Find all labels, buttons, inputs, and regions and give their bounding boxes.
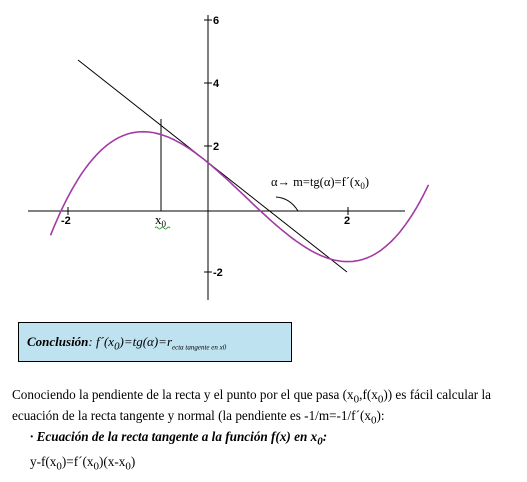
eq-d: ) bbox=[130, 454, 136, 469]
conclusion-box bbox=[18, 322, 292, 362]
para-text-d: ): bbox=[376, 407, 385, 423]
heading-text: · Ecuación de la recta tangente a la función f(x) en x bbox=[30, 429, 318, 444]
heading-end: : bbox=[322, 429, 328, 444]
tangent-equation-heading bbox=[30, 429, 327, 448]
conclusion-formula-sub2: 0 bbox=[222, 343, 227, 352]
tick-label-y-6: 6 bbox=[213, 15, 220, 27]
tick-label-y-4: 4 bbox=[213, 78, 220, 90]
conclusion-label: Conclusión bbox=[27, 334, 89, 349]
para-text-b: ,f(x bbox=[359, 387, 378, 402]
conclusion-colon: : bbox=[88, 334, 93, 349]
eq-c: )(x-x bbox=[98, 454, 126, 469]
conclusion-formula: f´(x bbox=[92, 334, 115, 349]
tick-label-y-neg2: -2 bbox=[213, 267, 223, 279]
x0-label: $x_0$ bbox=[155, 212, 166, 229]
conclusion-sub0: 0 bbox=[114, 340, 120, 353]
para-text-a: Conociendo la pendiente de la recta y el punto por el que pasa (x bbox=[12, 387, 354, 402]
para-sub1: 0 bbox=[353, 393, 360, 406]
conclusion-formula-mid: )=tg(α)=r bbox=[119, 334, 173, 349]
conclusion-formula-sub: ecta tangente en x bbox=[172, 343, 223, 352]
eq-a: y-f(x bbox=[30, 454, 57, 469]
tick-label-y-2: 2 bbox=[213, 141, 220, 153]
angle-arc bbox=[276, 197, 298, 211]
explanation-paragraph bbox=[12, 387, 517, 428]
tangent-equation bbox=[30, 454, 135, 473]
angle-slope-label: $\alpha\to m=tg(\alpha)=f´(x_0)$ bbox=[271, 175, 370, 191]
tick-label-x-neg2: -2 bbox=[61, 215, 71, 227]
para-text-c: )) es fácil calcular la ecuación de la recta tangente y normal (la pendiente es -1/m=-1/f´(x bbox=[12, 387, 491, 423]
para-sub3: 0 bbox=[370, 414, 377, 427]
eq-sub2: 0 bbox=[93, 460, 99, 473]
para-sub2: 0 bbox=[377, 393, 384, 406]
tick-label-x-2: 2 bbox=[344, 215, 351, 227]
eq-sub3: 0 bbox=[125, 460, 131, 473]
eq-sub1: 0 bbox=[56, 460, 62, 473]
heading-sub: 0 bbox=[317, 435, 323, 448]
eq-b: )=f´(x bbox=[61, 454, 94, 469]
function-curve bbox=[51, 132, 429, 262]
